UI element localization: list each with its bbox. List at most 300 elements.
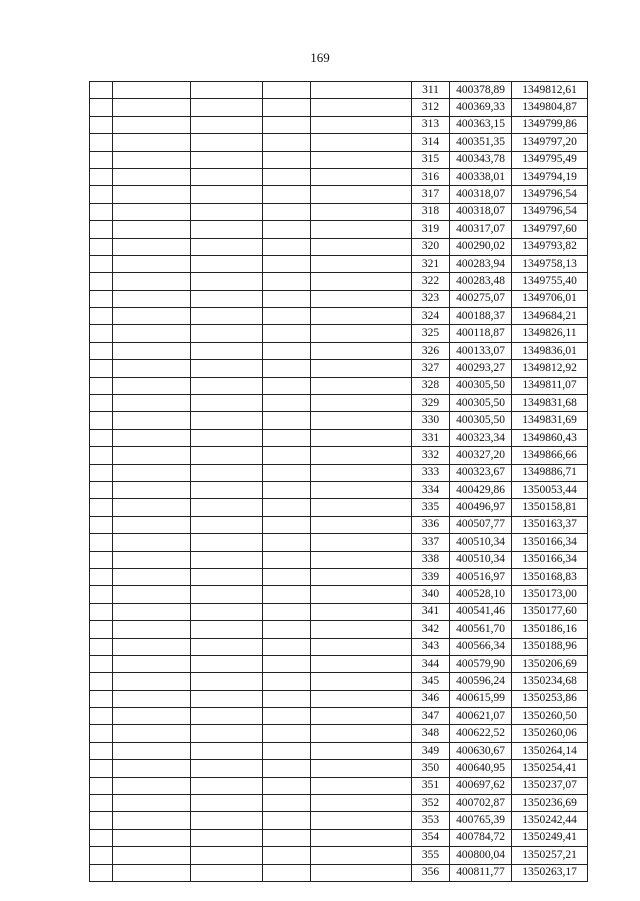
empty-cell <box>113 151 191 168</box>
empty-cell <box>113 847 191 864</box>
empty-cell <box>113 360 191 377</box>
empty-cell <box>263 673 311 690</box>
x-coordinate-cell: 400622,52 <box>450 725 512 742</box>
y-coordinate-cell: 1349797,20 <box>512 134 588 151</box>
empty-cell <box>90 725 113 742</box>
y-coordinate-cell: 1350173,00 <box>512 586 588 603</box>
point-number-cell: 322 <box>412 273 450 290</box>
empty-cell <box>191 273 263 290</box>
x-coordinate-cell: 400305,50 <box>450 395 512 412</box>
empty-cell <box>311 499 412 516</box>
empty-cell <box>311 673 412 690</box>
empty-cell <box>90 342 113 359</box>
point-number-cell: 337 <box>412 534 450 551</box>
table-row <box>90 134 588 151</box>
empty-cell <box>113 273 191 290</box>
y-coordinate-cell: 1350188,96 <box>512 638 588 655</box>
x-coordinate-cell: 400702,87 <box>450 795 512 812</box>
empty-cell <box>191 795 263 812</box>
table-row <box>90 168 588 185</box>
empty-cell <box>191 168 263 185</box>
point-number-cell: 342 <box>412 621 450 638</box>
empty-cell <box>263 447 311 464</box>
empty-cell <box>90 638 113 655</box>
point-number-cell: 319 <box>412 221 450 238</box>
empty-cell <box>263 481 311 498</box>
point-number-cell: 323 <box>412 290 450 307</box>
empty-cell <box>263 238 311 255</box>
table-row <box>90 464 588 481</box>
x-coordinate-cell: 400318,07 <box>450 186 512 203</box>
y-coordinate-cell: 1350168,83 <box>512 568 588 585</box>
empty-cell <box>263 273 311 290</box>
empty-cell <box>191 708 263 725</box>
y-coordinate-cell: 1350177,60 <box>512 603 588 620</box>
empty-cell <box>311 360 412 377</box>
empty-cell <box>311 777 412 794</box>
point-number-cell: 356 <box>412 864 450 881</box>
point-number-cell: 313 <box>412 116 450 133</box>
empty-cell <box>90 360 113 377</box>
point-number-cell: 343 <box>412 638 450 655</box>
empty-cell <box>90 621 113 638</box>
empty-cell <box>191 342 263 359</box>
empty-cell <box>90 168 113 185</box>
table-row <box>90 673 588 690</box>
y-coordinate-cell: 1350260,06 <box>512 725 588 742</box>
empty-cell <box>263 255 311 272</box>
empty-cell <box>113 464 191 481</box>
empty-cell <box>263 638 311 655</box>
empty-cell <box>311 812 412 829</box>
empty-cell <box>311 847 412 864</box>
empty-cell <box>311 725 412 742</box>
point-number-cell: 340 <box>412 586 450 603</box>
empty-cell <box>191 447 263 464</box>
x-coordinate-cell: 400133,07 <box>450 342 512 359</box>
y-coordinate-cell: 1350264,14 <box>512 742 588 759</box>
table-row <box>90 777 588 794</box>
empty-cell <box>113 447 191 464</box>
empty-cell <box>311 325 412 342</box>
empty-cell <box>311 690 412 707</box>
table-row <box>90 82 588 99</box>
empty-cell <box>113 99 191 116</box>
empty-cell <box>90 203 113 220</box>
empty-cell <box>90 551 113 568</box>
empty-cell <box>90 777 113 794</box>
empty-cell <box>311 151 412 168</box>
empty-cell <box>191 673 263 690</box>
y-coordinate-cell: 1350206,69 <box>512 655 588 672</box>
empty-cell <box>90 238 113 255</box>
empty-cell <box>113 429 191 446</box>
empty-cell <box>113 481 191 498</box>
empty-cell <box>263 812 311 829</box>
y-coordinate-cell: 1349794,19 <box>512 168 588 185</box>
x-coordinate-cell: 400765,39 <box>450 812 512 829</box>
empty-cell <box>113 308 191 325</box>
empty-cell <box>90 499 113 516</box>
empty-cell <box>311 395 412 412</box>
table-row <box>90 638 588 655</box>
y-coordinate-cell: 1349860,43 <box>512 429 588 446</box>
x-coordinate-cell: 400369,33 <box>450 99 512 116</box>
empty-cell <box>90 377 113 394</box>
empty-cell <box>90 742 113 759</box>
empty-cell <box>263 795 311 812</box>
empty-cell <box>311 238 412 255</box>
x-coordinate-cell: 400615,99 <box>450 690 512 707</box>
empty-cell <box>113 777 191 794</box>
x-coordinate-cell: 400338,01 <box>450 168 512 185</box>
empty-cell <box>263 203 311 220</box>
empty-cell <box>113 82 191 99</box>
empty-cell <box>191 412 263 429</box>
table-row <box>90 864 588 881</box>
y-coordinate-cell: 1349836,01 <box>512 342 588 359</box>
empty-cell <box>113 325 191 342</box>
empty-cell <box>311 99 412 116</box>
y-coordinate-cell: 1349826,11 <box>512 325 588 342</box>
point-number-cell: 334 <box>412 481 450 498</box>
empty-cell <box>90 116 113 133</box>
point-number-cell: 351 <box>412 777 450 794</box>
empty-cell <box>90 586 113 603</box>
empty-cell <box>90 603 113 620</box>
y-coordinate-cell: 1350260,50 <box>512 708 588 725</box>
x-coordinate-cell: 400496,97 <box>450 499 512 516</box>
empty-cell <box>263 568 311 585</box>
empty-cell <box>191 864 263 881</box>
empty-cell <box>263 168 311 185</box>
x-coordinate-cell: 400800,04 <box>450 847 512 864</box>
empty-cell <box>113 534 191 551</box>
empty-cell <box>90 673 113 690</box>
empty-cell <box>263 464 311 481</box>
empty-cell <box>263 534 311 551</box>
empty-cell <box>90 795 113 812</box>
y-coordinate-cell: 1350257,21 <box>512 847 588 864</box>
x-coordinate-cell: 400566,34 <box>450 638 512 655</box>
point-number-cell: 336 <box>412 516 450 533</box>
empty-cell <box>263 586 311 603</box>
x-coordinate-cell: 400188,37 <box>450 308 512 325</box>
empty-cell <box>113 412 191 429</box>
y-coordinate-cell: 1350158,81 <box>512 499 588 516</box>
empty-cell <box>113 690 191 707</box>
empty-cell <box>311 795 412 812</box>
empty-cell <box>90 568 113 585</box>
table-row <box>90 151 588 168</box>
empty-cell <box>311 516 412 533</box>
empty-cell <box>191 221 263 238</box>
table-row <box>90 760 588 777</box>
point-number-cell: 329 <box>412 395 450 412</box>
empty-cell <box>113 812 191 829</box>
empty-cell <box>113 742 191 759</box>
x-coordinate-cell: 400305,50 <box>450 412 512 429</box>
x-coordinate-cell: 400630,67 <box>450 742 512 759</box>
empty-cell <box>263 551 311 568</box>
empty-cell <box>191 638 263 655</box>
point-number-cell: 328 <box>412 377 450 394</box>
empty-cell <box>191 395 263 412</box>
empty-cell <box>90 760 113 777</box>
empty-cell <box>263 655 311 672</box>
x-coordinate-cell: 400293,27 <box>450 360 512 377</box>
x-coordinate-cell: 400784,72 <box>450 829 512 846</box>
empty-cell <box>90 516 113 533</box>
table-row <box>90 708 588 725</box>
empty-cell <box>191 308 263 325</box>
y-coordinate-cell: 1349706,01 <box>512 290 588 307</box>
empty-cell <box>311 377 412 394</box>
empty-cell <box>113 760 191 777</box>
empty-cell <box>311 603 412 620</box>
point-number-cell: 321 <box>412 255 450 272</box>
table-row <box>90 325 588 342</box>
table-row <box>90 551 588 568</box>
empty-cell <box>90 395 113 412</box>
empty-cell <box>191 429 263 446</box>
y-coordinate-cell: 1349812,92 <box>512 360 588 377</box>
empty-cell <box>191 551 263 568</box>
empty-cell <box>191 690 263 707</box>
empty-cell <box>263 325 311 342</box>
empty-cell <box>191 255 263 272</box>
x-coordinate-cell: 400275,07 <box>450 290 512 307</box>
empty-cell <box>263 760 311 777</box>
empty-cell <box>311 586 412 603</box>
point-number-cell: 331 <box>412 429 450 446</box>
empty-cell <box>191 621 263 638</box>
y-coordinate-cell: 1349886,71 <box>512 464 588 481</box>
y-coordinate-cell: 1349795,49 <box>512 151 588 168</box>
empty-cell <box>113 864 191 881</box>
page-number: 169 <box>310 50 330 65</box>
table-row <box>90 308 588 325</box>
empty-cell <box>90 864 113 881</box>
empty-cell <box>263 708 311 725</box>
x-coordinate-cell: 400351,35 <box>450 134 512 151</box>
point-number-cell: 315 <box>412 151 450 168</box>
point-number-cell: 325 <box>412 325 450 342</box>
empty-cell <box>90 447 113 464</box>
coordinates-table <box>89 81 588 882</box>
empty-cell <box>191 464 263 481</box>
empty-cell <box>191 812 263 829</box>
y-coordinate-cell: 1350236,69 <box>512 795 588 812</box>
empty-cell <box>191 238 263 255</box>
empty-cell <box>90 82 113 99</box>
y-coordinate-cell: 1349684,21 <box>512 308 588 325</box>
empty-cell <box>263 99 311 116</box>
y-coordinate-cell: 1349812,61 <box>512 82 588 99</box>
table-row <box>90 690 588 707</box>
empty-cell <box>191 742 263 759</box>
empty-cell <box>311 82 412 99</box>
empty-cell <box>113 255 191 272</box>
empty-cell <box>113 203 191 220</box>
table-row <box>90 429 588 446</box>
empty-cell <box>113 134 191 151</box>
empty-cell <box>263 690 311 707</box>
empty-cell <box>311 551 412 568</box>
empty-cell <box>113 551 191 568</box>
empty-cell <box>263 516 311 533</box>
y-coordinate-cell: 1350242,44 <box>512 812 588 829</box>
empty-cell <box>113 499 191 516</box>
x-coordinate-cell: 400621,07 <box>450 708 512 725</box>
empty-cell <box>263 221 311 238</box>
table-row <box>90 603 588 620</box>
empty-cell <box>311 760 412 777</box>
empty-cell <box>113 377 191 394</box>
y-coordinate-cell: 1349831,69 <box>512 412 588 429</box>
empty-cell <box>90 655 113 672</box>
x-coordinate-cell: 400811,77 <box>450 864 512 881</box>
y-coordinate-cell: 1350263,17 <box>512 864 588 881</box>
x-coordinate-cell: 400516,97 <box>450 568 512 585</box>
y-coordinate-cell: 1349799,86 <box>512 116 588 133</box>
empty-cell <box>191 516 263 533</box>
empty-cell <box>263 777 311 794</box>
empty-cell <box>263 829 311 846</box>
point-number-cell: 317 <box>412 186 450 203</box>
empty-cell <box>191 325 263 342</box>
table-row <box>90 812 588 829</box>
empty-cell <box>113 655 191 672</box>
empty-cell <box>311 342 412 359</box>
table-row <box>90 499 588 516</box>
y-coordinate-cell: 1350166,34 <box>512 551 588 568</box>
empty-cell <box>113 638 191 655</box>
empty-cell <box>191 134 263 151</box>
empty-cell <box>90 690 113 707</box>
empty-cell <box>113 168 191 185</box>
point-number-cell: 330 <box>412 412 450 429</box>
empty-cell <box>311 429 412 446</box>
empty-cell <box>263 360 311 377</box>
point-number-cell: 320 <box>412 238 450 255</box>
empty-cell <box>311 742 412 759</box>
y-coordinate-cell: 1350249,41 <box>512 829 588 846</box>
x-coordinate-cell: 400541,46 <box>450 603 512 620</box>
empty-cell <box>90 308 113 325</box>
empty-cell <box>311 116 412 133</box>
empty-cell <box>113 221 191 238</box>
empty-cell <box>113 673 191 690</box>
y-coordinate-cell: 1349831,68 <box>512 395 588 412</box>
empty-cell <box>113 708 191 725</box>
point-number-cell: 355 <box>412 847 450 864</box>
empty-cell <box>191 568 263 585</box>
empty-cell <box>90 812 113 829</box>
point-number-cell: 350 <box>412 760 450 777</box>
empty-cell <box>311 168 412 185</box>
point-number-cell: 316 <box>412 168 450 185</box>
x-coordinate-cell: 400528,10 <box>450 586 512 603</box>
point-number-cell: 341 <box>412 603 450 620</box>
y-coordinate-cell: 1350053,44 <box>512 481 588 498</box>
empty-cell <box>263 603 311 620</box>
point-number-cell: 352 <box>412 795 450 812</box>
y-coordinate-cell: 1350234,68 <box>512 673 588 690</box>
y-coordinate-cell: 1349793,82 <box>512 238 588 255</box>
empty-cell <box>113 116 191 133</box>
empty-cell <box>113 568 191 585</box>
point-number-cell: 345 <box>412 673 450 690</box>
table-row <box>90 829 588 846</box>
empty-cell <box>263 742 311 759</box>
empty-cell <box>90 290 113 307</box>
empty-cell <box>113 829 191 846</box>
point-number-cell: 312 <box>412 99 450 116</box>
empty-cell <box>311 308 412 325</box>
x-coordinate-cell: 400327,20 <box>450 447 512 464</box>
table-row <box>90 586 588 603</box>
x-coordinate-cell: 400317,07 <box>450 221 512 238</box>
empty-cell <box>191 829 263 846</box>
point-number-cell: 314 <box>412 134 450 151</box>
table-row <box>90 516 588 533</box>
empty-cell <box>311 134 412 151</box>
empty-cell <box>263 342 311 359</box>
empty-cell <box>113 603 191 620</box>
empty-cell <box>311 568 412 585</box>
empty-cell <box>90 151 113 168</box>
empty-cell <box>113 290 191 307</box>
y-coordinate-cell: 1350163,37 <box>512 516 588 533</box>
empty-cell <box>263 499 311 516</box>
y-coordinate-cell: 1350254,41 <box>512 760 588 777</box>
point-number-cell: 327 <box>412 360 450 377</box>
empty-cell <box>113 795 191 812</box>
empty-cell <box>90 429 113 446</box>
empty-cell <box>191 377 263 394</box>
empty-cell <box>263 725 311 742</box>
table-row <box>90 481 588 498</box>
coordinates-table-body <box>90 82 588 882</box>
table-row <box>90 534 588 551</box>
empty-cell <box>311 464 412 481</box>
empty-cell <box>191 82 263 99</box>
empty-cell <box>263 151 311 168</box>
point-number-cell: 349 <box>412 742 450 759</box>
empty-cell <box>113 516 191 533</box>
table-row <box>90 412 588 429</box>
empty-cell <box>311 412 412 429</box>
table-row <box>90 238 588 255</box>
table-row <box>90 221 588 238</box>
y-coordinate-cell: 1350237,07 <box>512 777 588 794</box>
table-row <box>90 377 588 394</box>
point-number-cell: 346 <box>412 690 450 707</box>
x-coordinate-cell: 400283,94 <box>450 255 512 272</box>
x-coordinate-cell: 400305,50 <box>450 377 512 394</box>
empty-cell <box>191 847 263 864</box>
empty-cell <box>191 586 263 603</box>
point-number-cell: 332 <box>412 447 450 464</box>
x-coordinate-cell: 400323,67 <box>450 464 512 481</box>
empty-cell <box>191 655 263 672</box>
point-number-cell: 344 <box>412 655 450 672</box>
point-number-cell: 339 <box>412 568 450 585</box>
y-coordinate-cell: 1350166,34 <box>512 534 588 551</box>
x-coordinate-cell: 400561,70 <box>450 621 512 638</box>
x-coordinate-cell: 400640,95 <box>450 760 512 777</box>
